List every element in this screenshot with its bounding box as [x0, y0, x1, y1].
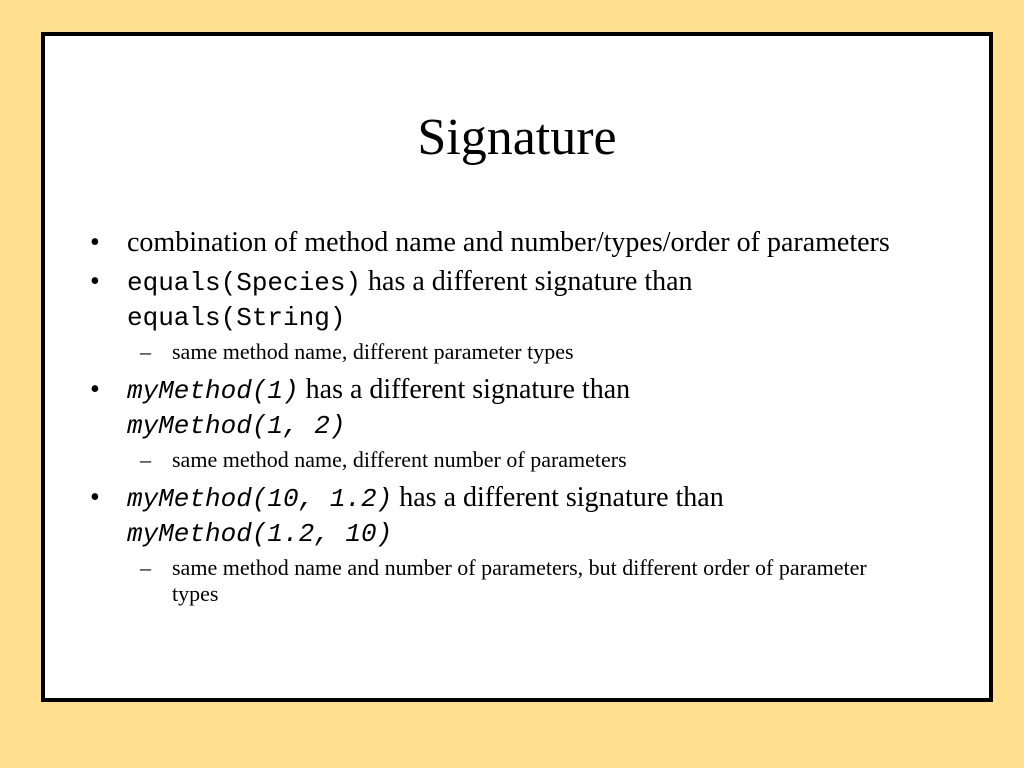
sub-bullet-text: same method name, different parameter types [172, 339, 574, 364]
sub-bullet-item [45, 555, 945, 607]
sub-bullet-marker: – [140, 339, 151, 364]
bullet-marker: • [90, 482, 100, 513]
code-snippet: myMethod(1, 2) [127, 411, 346, 441]
bullet-text: has a different signature than [361, 266, 693, 297]
code-snippet: equals(Species) [127, 268, 362, 298]
bullet-item-3 [45, 373, 945, 443]
slide-content [45, 226, 945, 615]
sub-bullet-text: same method name and number of parameters, but different order of parameter types [172, 555, 867, 606]
code-snippet: equals(String) [127, 303, 346, 333]
bullet-item-2 [45, 265, 945, 335]
bullet-item-4 [45, 481, 945, 551]
slide-title: Signature [417, 109, 617, 166]
sub-bullet-marker: – [140, 447, 151, 472]
bullet-marker: • [90, 266, 100, 297]
bullet-text: has a different signature than [392, 482, 724, 513]
sub-bullet-text: same method name, different number of parameters [172, 447, 627, 472]
sub-bullet-item [45, 339, 945, 365]
sub-bullet-marker: – [140, 555, 151, 580]
bullet-item-1 [45, 226, 945, 259]
code-snippet: myMethod(1.2, 10) [127, 519, 393, 549]
code-snippet: myMethod(1) [127, 376, 299, 406]
bullet-text: combination of method name and number/types/order of parameters [127, 227, 890, 258]
bullet-marker: • [90, 374, 100, 405]
sub-bullet-item [45, 447, 945, 473]
code-snippet: myMethod(10, 1.2) [127, 484, 393, 514]
bullet-text: has a different signature than [298, 374, 631, 405]
slide-frame [41, 32, 993, 702]
bullet-marker: • [90, 227, 100, 258]
